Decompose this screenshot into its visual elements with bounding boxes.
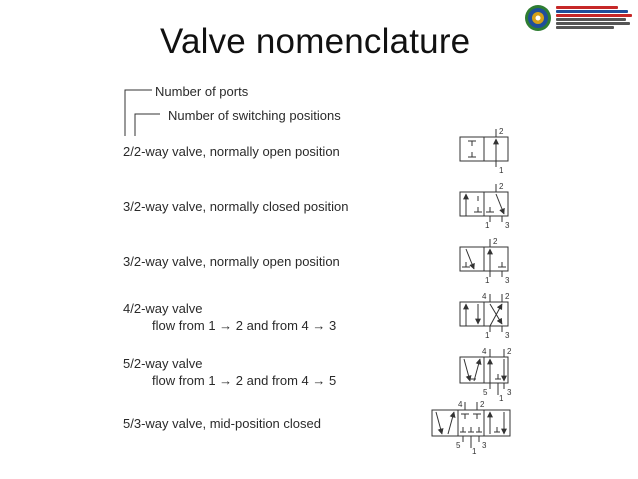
port-number: 5 [483, 388, 488, 397]
port-number: 5 [456, 441, 461, 450]
port-number: 4 [458, 400, 463, 409]
port-number: 4 [482, 347, 487, 356]
port-number: 3 [505, 221, 510, 230]
valve-symbol-4-2 [455, 290, 515, 342]
port-number: 4 [482, 292, 487, 301]
valve-label-3: 3/2-way valve, normally open position [123, 254, 340, 269]
valve-symbol-3-2-open [455, 235, 515, 287]
port-number: 2 [499, 127, 504, 136]
valve-symbol-3-2-closed [455, 180, 515, 232]
port-number: 2 [480, 400, 485, 409]
positions-legend-label: Number of switching positions [168, 108, 341, 123]
port-number: 2 [507, 347, 512, 356]
valve-label-4: 4/2-way valve flow from 1 → 2 and from 4 → 3 [123, 301, 337, 333]
valve-label-2: 3/2-way valve, normally closed position [123, 199, 349, 214]
page-title: Valve nomenclature [160, 22, 471, 61]
port-number: 1 [485, 331, 490, 340]
port-number: 2 [499, 182, 504, 191]
valve-symbol-5-3-closed [428, 398, 523, 456]
ports-legend-label: Number of ports [155, 84, 249, 99]
port-number: 3 [505, 331, 510, 340]
port-number: 3 [507, 388, 512, 397]
port-number: 1 [499, 166, 504, 175]
port-number: 2 [493, 237, 498, 246]
valve-symbol-5-2 [455, 345, 517, 403]
port-number: 2 [505, 292, 510, 301]
port-number: 3 [482, 441, 487, 450]
port-number: 1 [499, 394, 504, 403]
valve-label-5: 5/2-way valve flow from 1 → 2 and from 4 → 5 [123, 356, 337, 388]
valve-symbol-2-2-open [455, 125, 515, 175]
port-number: 3 [505, 276, 510, 285]
port-number: 1 [485, 221, 490, 230]
port-number: 1 [485, 276, 490, 285]
valve-label-1: 2/2-way valve, normally open position [123, 144, 340, 159]
valve-label-6: 5/3-way valve, mid-position closed [123, 416, 321, 431]
port-number: 1 [472, 447, 477, 456]
